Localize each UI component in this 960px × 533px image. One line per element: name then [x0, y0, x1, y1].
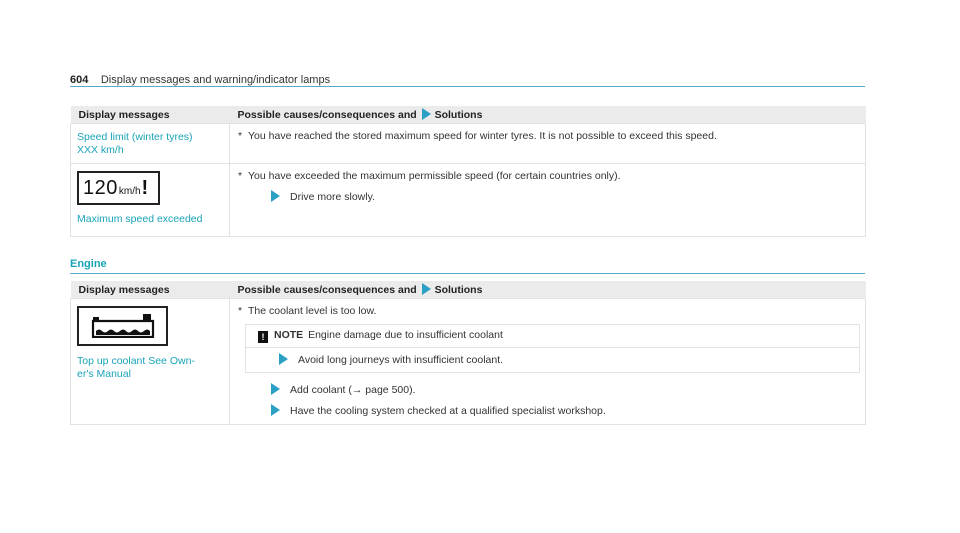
solution-step: Have the cooling system checked at a qualified specialist workshop.	[290, 405, 606, 417]
note-text: Engine damage due to insufficient coolant	[308, 329, 503, 341]
col-header-causes: Possible causes/consequences and Solutions	[230, 106, 866, 124]
speed-unit: km/h	[118, 185, 141, 197]
note-step: Avoid long journeys with insufficient coolant.	[298, 354, 504, 366]
arrow-right-icon	[271, 383, 280, 395]
arrow-right-icon	[271, 404, 280, 416]
message-text: XXX km/h	[77, 144, 124, 156]
warning-mark: !	[141, 176, 149, 199]
speed-messages-table	[70, 106, 866, 237]
arrow-right-icon	[422, 283, 431, 295]
message-text: Speed limit (winter tyres)	[77, 131, 193, 143]
engine-messages-table	[70, 281, 866, 425]
col-header-display-messages: Display messages	[71, 106, 230, 124]
footnote-star: *	[238, 305, 243, 317]
arrow-right-icon	[271, 190, 280, 202]
speed-value: 120	[83, 176, 118, 199]
causes-cell	[230, 299, 866, 425]
footnote-star: *	[238, 130, 243, 142]
page-header	[70, 70, 865, 87]
footnote-star: *	[238, 170, 243, 182]
page-number: 604	[70, 74, 89, 86]
cause-text: You have exceeded the maximum permissible speed (for certain countries only).	[248, 170, 621, 182]
causes-cell	[230, 164, 866, 237]
coolant-tank-icon	[91, 314, 155, 338]
page-header-title: Display messages and warning/indicator lamps	[100, 74, 331, 86]
table-header-row	[71, 106, 866, 124]
arrow-right-icon	[279, 353, 288, 365]
table-row	[71, 164, 866, 237]
message-text: Maximum speed exceeded	[77, 213, 203, 225]
arrow-right-icon	[422, 108, 431, 120]
exclamation-icon: !	[258, 331, 268, 343]
solution-step: Drive more slowly.	[290, 191, 375, 203]
section-title: Engine	[70, 258, 865, 274]
message-text: er's Manual	[77, 368, 131, 380]
message-cell	[71, 164, 230, 237]
note-box	[245, 324, 860, 373]
col-header-display-messages: Display messages	[71, 281, 230, 299]
cause-text: The coolant level is too low.	[248, 305, 377, 317]
note-label: NOTE	[274, 329, 304, 341]
solution-step: Add coolant (→ page 500).	[290, 384, 416, 396]
message-cell	[71, 124, 230, 164]
table-row	[71, 299, 866, 425]
table-header-row	[71, 281, 866, 299]
col-header-causes: Possible causes/consequences and Solutions	[230, 281, 866, 299]
coolant-level-icon	[77, 306, 168, 346]
message-text: Top up coolant See Own-	[77, 355, 195, 367]
cause-text: You have reached the stored maximum speed for winter tyres. It is not possible to exceed this speed.	[248, 130, 717, 142]
speed-limit-icon	[77, 171, 160, 205]
table-row	[71, 124, 866, 164]
causes-cell	[230, 124, 866, 164]
message-cell	[71, 299, 230, 425]
